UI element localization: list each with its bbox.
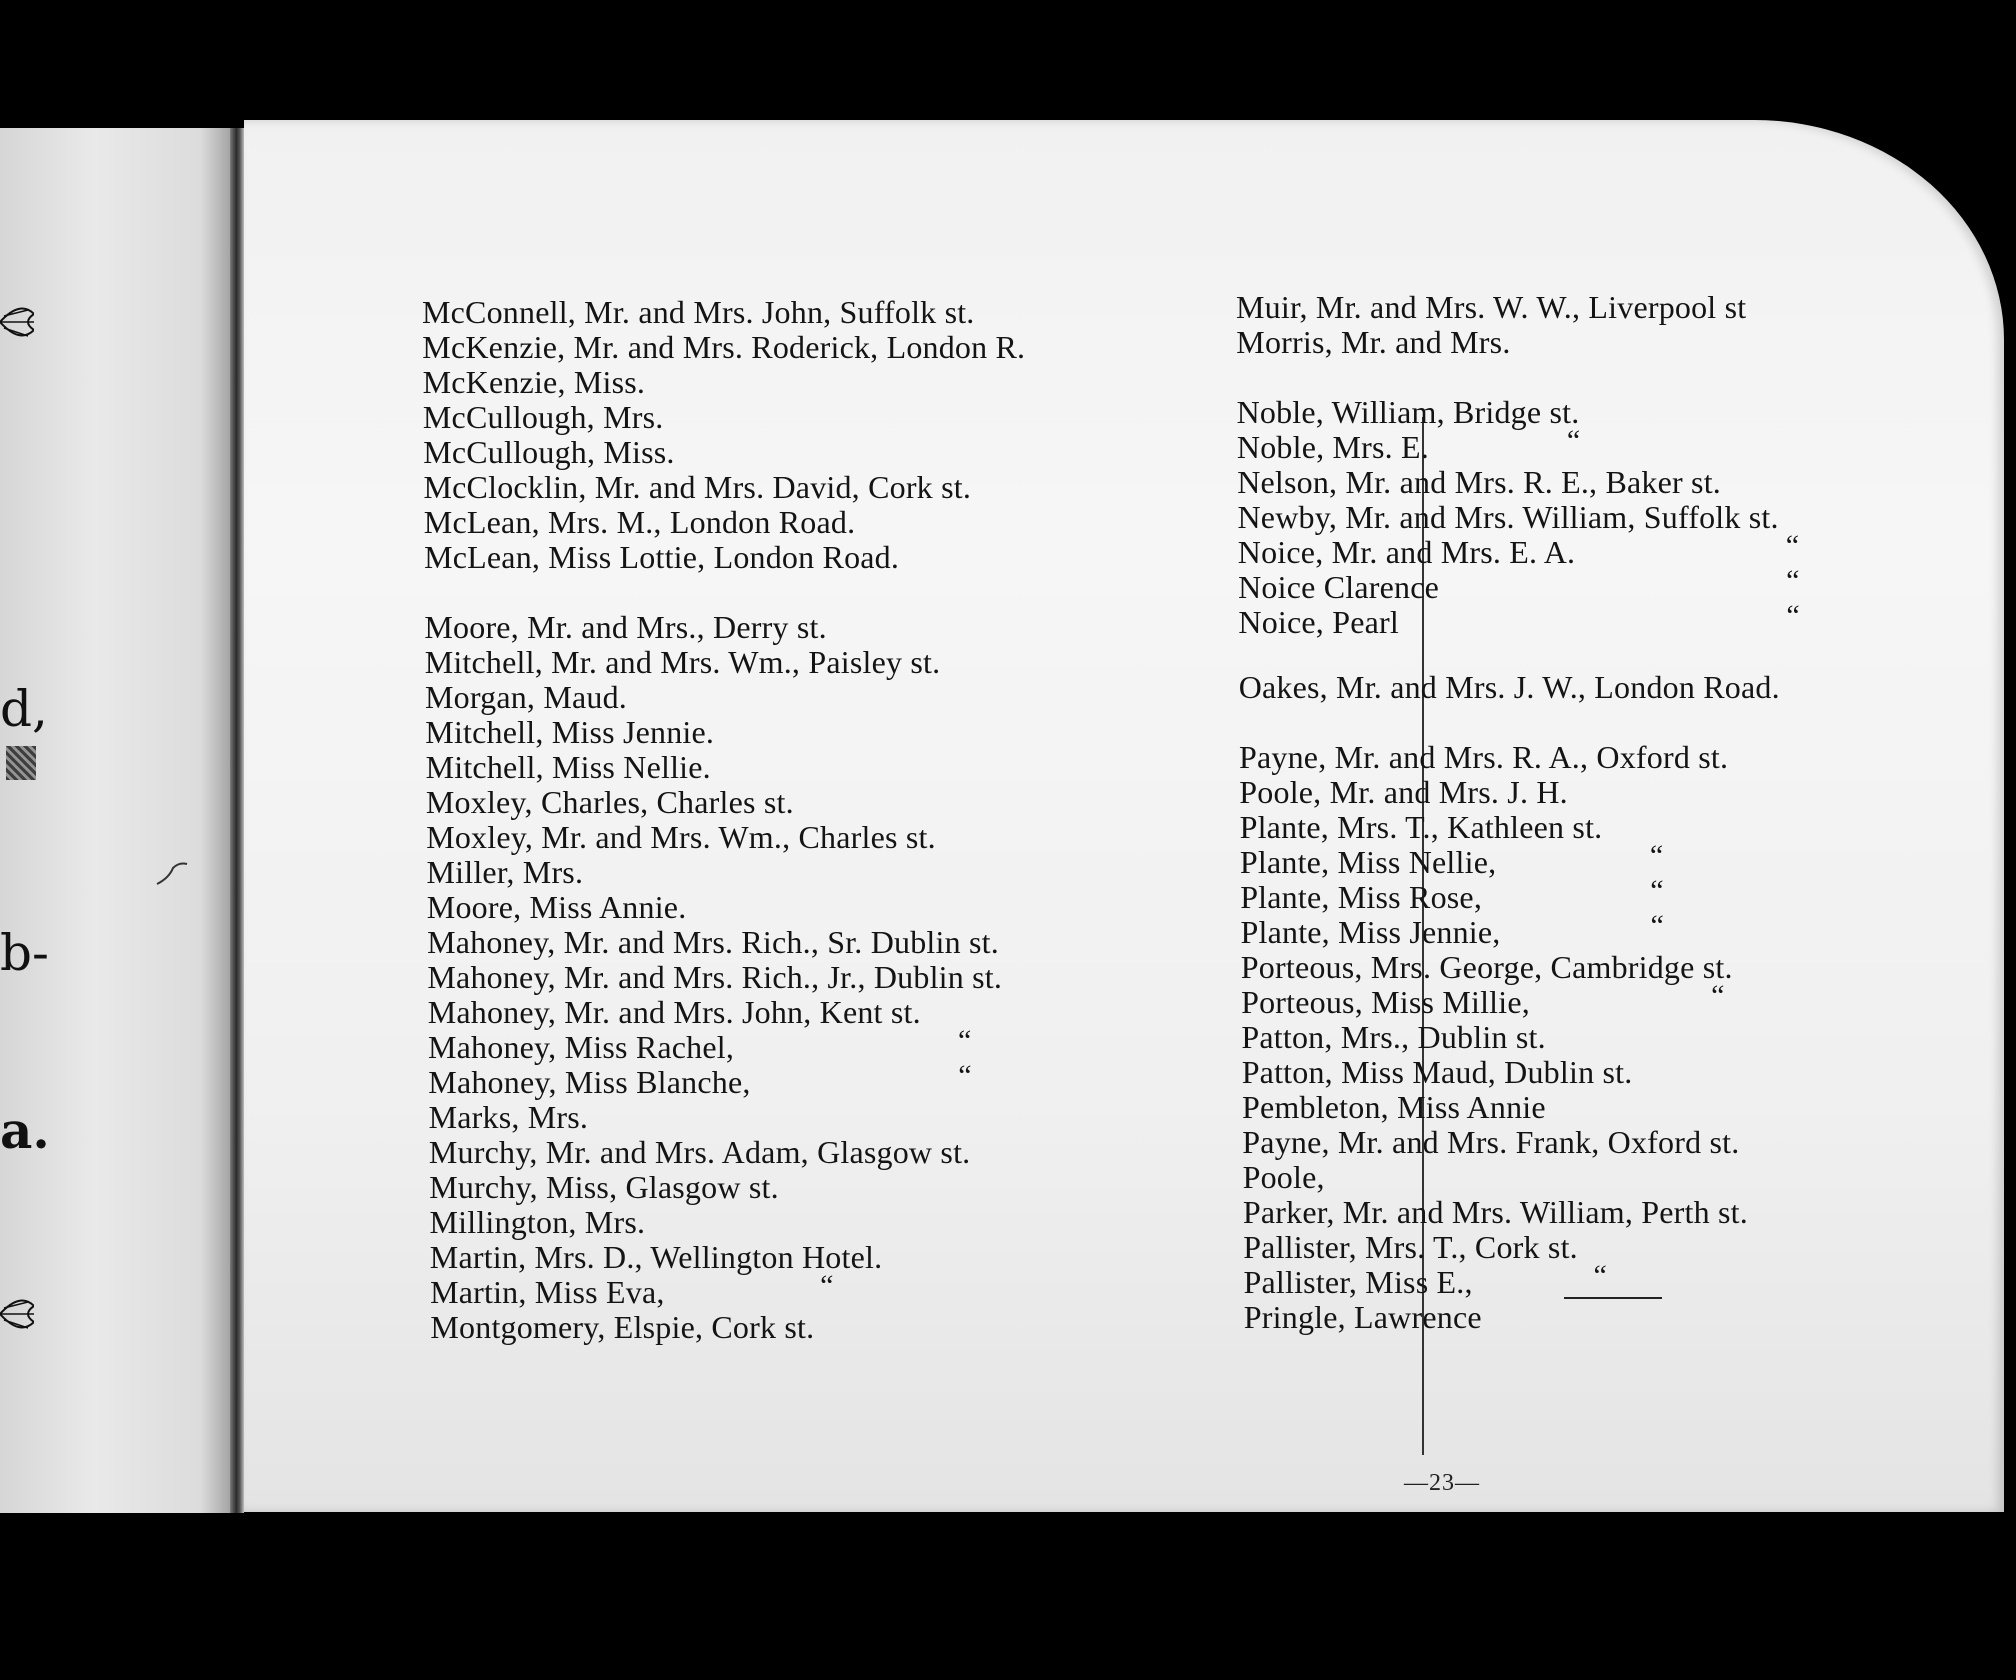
entry-name: Noble, William, Bridge st. — [1236, 394, 1580, 430]
entry-name: Morgan, Maud. — [425, 679, 627, 715]
entry-name: Mitchell, Mr. and Mrs. Wm., Paisley st. — [424, 644, 941, 680]
entry-name: Parker, Mr. and Mrs. William, Perth st. — [1242, 1194, 1748, 1230]
left-page-fragment: d, — [0, 680, 48, 738]
entry-name: Nelson, Mr. and Mrs. R. E., Baker st. — [1237, 464, 1721, 500]
directory-entry — [1240, 810, 1603, 844]
entry-name: Plante, Miss Jennie, — [1240, 914, 1501, 950]
entry-name: Payne, Mr. and Mrs. Frank, Oxford st. — [1242, 1124, 1740, 1160]
entry-name: Murchy, Miss, Glasgow st. — [429, 1169, 779, 1205]
directory-entry — [430, 1310, 814, 1344]
directory-entry — [1241, 979, 1725, 1020]
directory-entry — [424, 470, 972, 504]
directory-entry — [430, 1205, 646, 1239]
directory-entry — [429, 1135, 971, 1169]
directory-entry — [424, 610, 826, 644]
entry-name: Mahoney, Mr. and Mrs. Rich., Sr. Dublin st. — [427, 924, 999, 960]
directory-entry — [1242, 1125, 1739, 1159]
ditto-mark: “ — [1649, 839, 1664, 872]
directory-entry — [429, 1170, 779, 1204]
directory-entry — [1238, 564, 1800, 605]
entry-name: Mitchell, Miss Jennie. — [425, 714, 715, 750]
entry-name: Mahoney, Mr. and Mrs. Rich., Jr., Dublin st. — [427, 959, 1003, 995]
directory-entry — [424, 540, 899, 574]
directory-entry — [425, 645, 941, 679]
entry-name: McLean, Mrs. M., London Road. — [423, 504, 856, 540]
directory-entry — [423, 435, 674, 469]
entry-name: Muir, Mr. and Mrs. W. W., Liverpool st — [1236, 289, 1747, 325]
directory-entry — [1237, 395, 1580, 429]
directory-entry — [426, 750, 711, 784]
ditto-mark: “ — [1566, 424, 1581, 457]
entry-name: Pallister, Mrs. T., Cork st. — [1243, 1229, 1578, 1265]
directory-entry — [1242, 1055, 1633, 1089]
directory-entry — [1238, 500, 1779, 534]
ditto-mark: “ — [820, 1269, 834, 1302]
directory-entry — [1242, 1090, 1546, 1124]
directory-entry — [1237, 465, 1721, 499]
entry-name: McCullough, Mrs. — [422, 399, 664, 435]
ditto-mark: “ — [1650, 874, 1664, 907]
entry-name: Plante, Miss Nellie, — [1239, 844, 1497, 880]
directory-entry — [428, 995, 921, 1029]
directory-entry — [1243, 1160, 1325, 1194]
entry-name: McClocklin, Mr. and Mrs. David, Cork st. — [423, 469, 972, 505]
directory-entry — [427, 960, 1002, 994]
ditto-mark: “ — [1593, 1259, 1608, 1292]
leaf-ornament-icon — [0, 1288, 34, 1340]
entry-name: Mahoney, Miss Blanche, — [428, 1064, 751, 1100]
entry-name: Mitchell, Miss Nellie. — [425, 749, 711, 785]
book-gutter — [230, 128, 244, 1513]
directory-entry — [1240, 874, 1664, 915]
entry-name: McKenzie, Mr. and Mrs. Roderick, London R. — [422, 329, 1026, 365]
entry-name: Moxley, Mr. and Mrs. Wm., Charles st. — [426, 819, 936, 855]
entry-name: Noice, Pearl — [1238, 604, 1399, 640]
directory-entry — [1236, 424, 1581, 465]
ditto-mark: “ — [1786, 564, 1800, 597]
ditto-mark: “ — [1650, 909, 1665, 942]
entry-name: Porteous, Mrs. George, Cambridge st. — [1240, 949, 1733, 985]
directory-entry — [430, 1269, 834, 1310]
entry-name: Montgomery, Elspie, Cork st. — [430, 1309, 815, 1345]
directory-entry — [423, 365, 646, 399]
directory-entry — [1241, 1020, 1545, 1054]
directory-entry — [1239, 740, 1728, 774]
blank-name-rule — [1564, 1297, 1662, 1299]
page-number: —23— — [1404, 1470, 1480, 1496]
ditto-mark: “ — [958, 1059, 972, 1092]
leaf-ornament-icon — [0, 296, 34, 348]
directory-entry — [425, 680, 627, 714]
entry-name: Pallister, Miss E., — [1243, 1264, 1473, 1300]
entry-name: Mahoney, Miss Rachel, — [428, 1029, 735, 1065]
entry-name: Moore, Mr. and Mrs., Derry st. — [424, 609, 827, 645]
directory-entry — [1236, 290, 1746, 324]
ditto-mark: “ — [958, 1024, 972, 1057]
ditto-mark: “ — [1785, 529, 1800, 562]
directory-entry — [422, 330, 1025, 364]
entry-name: Plante, Miss Rose, — [1240, 879, 1483, 915]
entry-name: Patton, Miss Maud, Dublin st. — [1241, 1054, 1633, 1090]
ditto-mark: “ — [1786, 599, 1800, 632]
entry-name: Miller, Mrs. — [426, 854, 584, 890]
entry-name: Moore, Miss Annie. — [426, 889, 687, 925]
directory-entry — [428, 1059, 972, 1100]
entry-name: Payne, Mr. and Mrs. R. A., Oxford st. — [1239, 739, 1729, 775]
ditto-mark: “ — [1711, 979, 1725, 1012]
directory-entry — [426, 785, 794, 819]
directory-entry — [1237, 529, 1800, 570]
entry-name: McConnell, Mr. and Mrs. John, Suffolk st. — [422, 294, 975, 330]
entry-name: Noice, Mr. and Mrs. E. A. — [1237, 534, 1576, 570]
directory-entry — [424, 505, 856, 539]
entry-name: Porteous, Miss Millie, — [1241, 984, 1530, 1020]
entry-name: Plante, Mrs. T., Kathleen st. — [1239, 809, 1603, 845]
directory-entry — [1238, 599, 1800, 640]
entry-name: Mahoney, Mr. and Mrs. John, Kent st. — [427, 994, 921, 1030]
directory-entry — [426, 820, 936, 854]
entry-name: Martin, Mrs. D., Wellington Hotel. — [429, 1239, 883, 1275]
directory-entry — [1236, 325, 1510, 359]
entry-name: Moxley, Charles, Charles st. — [425, 784, 794, 820]
entry-name: Patton, Mrs., Dublin st. — [1241, 1019, 1546, 1055]
directory-entry — [422, 295, 975, 329]
entry-name: Murchy, Mr. and Mrs. Adam, Glasgow st. — [428, 1134, 971, 1170]
pencil-mark-icon — [155, 858, 189, 888]
entry-name: Noble, Mrs. E. — [1236, 429, 1430, 465]
entry-name: Millington, Mrs. — [429, 1204, 646, 1240]
entry-name: Martin, Miss Eva, — [430, 1274, 665, 1310]
directory-entry — [1239, 775, 1568, 809]
directory-entry — [1239, 839, 1664, 880]
entry-name: McKenzie, Miss. — [422, 364, 646, 400]
entry-name: Oakes, Mr. and Mrs. J. W., London Road. — [1238, 669, 1780, 705]
directory-entry — [423, 400, 664, 434]
entry-name: McCullough, Miss. — [423, 434, 675, 470]
directory-entry — [1243, 1195, 1748, 1229]
directory-entry — [1243, 1259, 1608, 1300]
directory-entry — [430, 1240, 883, 1274]
directory-entry — [428, 1024, 972, 1065]
left-facing-page — [0, 128, 236, 1513]
directory-entry — [1239, 670, 1780, 704]
directory-page — [244, 120, 2004, 1512]
left-page-fragment: a. — [0, 1101, 50, 1160]
directory-entry — [1240, 909, 1665, 950]
entry-name: McLean, Miss Lottie, London Road. — [424, 539, 900, 575]
entry-name: Pringle, Lawrence — [1243, 1299, 1482, 1335]
directory-entry — [427, 925, 999, 959]
printed-mark — [6, 746, 36, 780]
entry-name: Poole, — [1242, 1159, 1325, 1195]
directory-entry — [429, 1100, 589, 1134]
directory-entry — [427, 890, 687, 924]
entry-name: Newby, Mr. and Mrs. William, Suffolk st. — [1237, 499, 1779, 535]
directory-entry — [1243, 1230, 1578, 1264]
directory-entry — [427, 855, 584, 889]
directory-entry — [425, 715, 714, 749]
directory-entry — [1244, 1300, 1482, 1334]
entry-name: Morris, Mr. and Mrs. — [1236, 324, 1511, 360]
entry-name: Pembleton, Miss Annie — [1242, 1089, 1546, 1125]
entry-name: Poole, Mr. and Mrs. J. H. — [1239, 774, 1568, 810]
entry-name: Noice Clarence — [1238, 569, 1440, 605]
directory-entry — [1241, 950, 1733, 984]
left-page-fragment: b- — [0, 924, 49, 982]
entry-name: Marks, Mrs. — [428, 1099, 589, 1135]
